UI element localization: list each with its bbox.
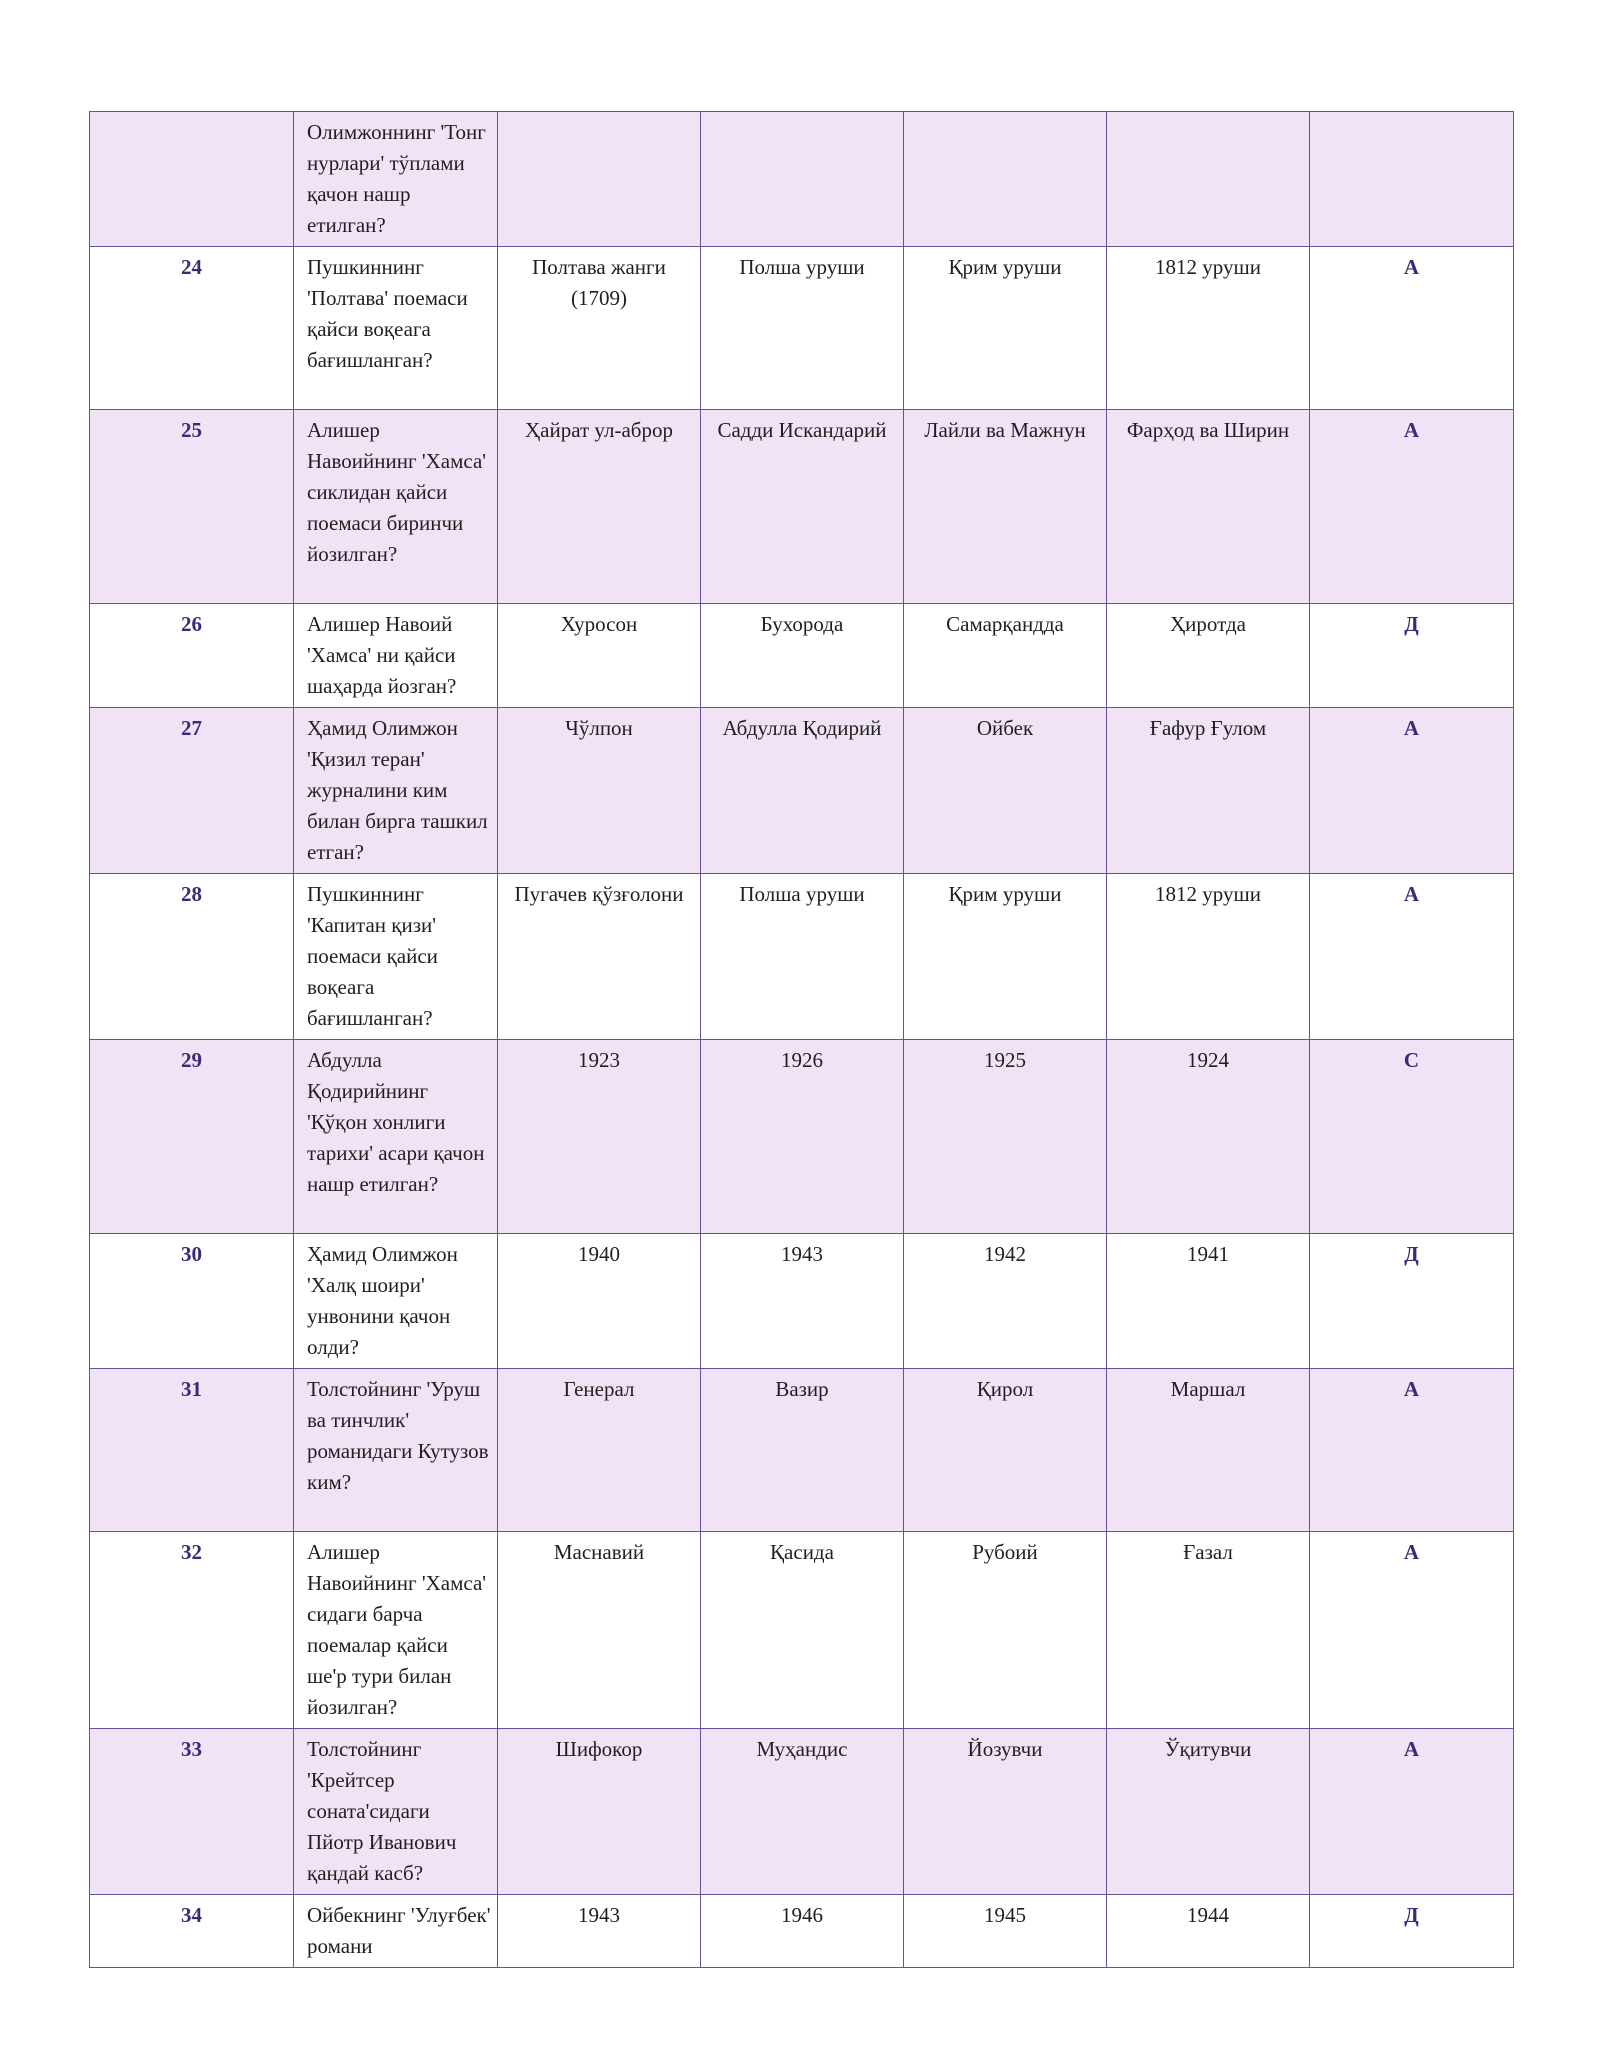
option-a bbox=[498, 112, 701, 247]
table-row bbox=[90, 874, 1514, 1040]
option-c: Самарқандда bbox=[904, 604, 1107, 708]
option-d: 1812 уруши bbox=[1107, 874, 1310, 1040]
option-d: 1812 уруши bbox=[1107, 247, 1310, 410]
table-row bbox=[90, 1729, 1514, 1895]
option-b: Абдулла Қодирий bbox=[701, 708, 904, 874]
option-a: Полтава жанги (1709) bbox=[498, 247, 701, 410]
question-number: 29 bbox=[90, 1040, 294, 1234]
option-b: 1926 bbox=[701, 1040, 904, 1234]
table-row bbox=[90, 247, 1514, 410]
correct-answer: А bbox=[1310, 1532, 1514, 1729]
option-a: Шифокор bbox=[498, 1729, 701, 1895]
correct-answer: А bbox=[1310, 1369, 1514, 1532]
question-text: Пушкиннинг 'Капитан қизи' поемаси қайси воқеага бағишланган? bbox=[294, 874, 498, 1040]
question-number: 26 bbox=[90, 604, 294, 708]
option-c: Қирол bbox=[904, 1369, 1107, 1532]
correct-answer bbox=[1310, 112, 1514, 247]
question-text: Толстойнинг 'Крейтсер соната'сидаги Пйотр Иванович қандай касб? bbox=[294, 1729, 498, 1895]
table-row bbox=[90, 708, 1514, 874]
table-row bbox=[90, 604, 1514, 708]
table-row bbox=[90, 1895, 1514, 1968]
question-text: Ҳамид Олимжон 'Қизил теран' журналини ким билан бирга ташкил етган? bbox=[294, 708, 498, 874]
question-text: Толстойнинг 'Уруш ва тинчлик' романидаги Кутузов ким? bbox=[294, 1369, 498, 1532]
option-b: Муҳандис bbox=[701, 1729, 904, 1895]
option-b: 1943 bbox=[701, 1234, 904, 1369]
question-text: Пушкиннинг 'Полтава' поемаси қайси воқеага бағишланган? bbox=[294, 247, 498, 410]
question-number: 32 bbox=[90, 1532, 294, 1729]
option-a: Маснавий bbox=[498, 1532, 701, 1729]
option-d: Ўқитувчи bbox=[1107, 1729, 1310, 1895]
option-d: Ҳиротда bbox=[1107, 604, 1310, 708]
option-a: 1940 bbox=[498, 1234, 701, 1369]
question-number: 34 bbox=[90, 1895, 294, 1968]
option-c bbox=[904, 112, 1107, 247]
document-page bbox=[89, 111, 1512, 1968]
question-number: 24 bbox=[90, 247, 294, 410]
option-b: 1946 bbox=[701, 1895, 904, 1968]
option-d: 1924 bbox=[1107, 1040, 1310, 1234]
correct-answer: А bbox=[1310, 410, 1514, 604]
option-c: 1925 bbox=[904, 1040, 1107, 1234]
option-c: Қрим уруши bbox=[904, 874, 1107, 1040]
option-d: Маршал bbox=[1107, 1369, 1310, 1532]
question-text: Ойбекнинг 'Улуғбек' романи bbox=[294, 1895, 498, 1968]
table-row bbox=[90, 112, 1514, 247]
option-a: Хуросон bbox=[498, 604, 701, 708]
table-row bbox=[90, 1234, 1514, 1369]
correct-answer: А bbox=[1310, 874, 1514, 1040]
question-number bbox=[90, 112, 294, 247]
question-text: Алишер Навоийнинг 'Хамса' сидаги барча поемалар қайси ше'р тури билан йозилган? bbox=[294, 1532, 498, 1729]
question-number: 25 bbox=[90, 410, 294, 604]
question-number: 30 bbox=[90, 1234, 294, 1369]
option-d: Фарҳод ва Ширин bbox=[1107, 410, 1310, 604]
table-row bbox=[90, 1532, 1514, 1729]
question-text: Алишер Навоийнинг 'Хамса' сиклидан қайси поемаси биринчи йозилган? bbox=[294, 410, 498, 604]
option-a: Генерал bbox=[498, 1369, 701, 1532]
option-b: Вазир bbox=[701, 1369, 904, 1532]
question-text: Олимжоннинг 'Тонг нурлари' тўплами қачон нашр етилган? bbox=[294, 112, 498, 247]
question-text: Ҳамид Олимжон 'Халқ шоири' унвонини қачон олди? bbox=[294, 1234, 498, 1369]
option-d: 1941 bbox=[1107, 1234, 1310, 1369]
correct-answer: Д bbox=[1310, 604, 1514, 708]
option-d: Ғафур Ғулом bbox=[1107, 708, 1310, 874]
option-b: Полша уруши bbox=[701, 874, 904, 1040]
option-c: Рубоий bbox=[904, 1532, 1107, 1729]
correct-answer: А bbox=[1310, 708, 1514, 874]
option-d: Ғазал bbox=[1107, 1532, 1310, 1729]
option-a: Пугачев қўзғолони bbox=[498, 874, 701, 1040]
question-number: 28 bbox=[90, 874, 294, 1040]
option-b: Садди Искандарий bbox=[701, 410, 904, 604]
question-text: Алишер Навоий 'Хамса' ни қайси шаҳарда йозган? bbox=[294, 604, 498, 708]
option-a: 1943 bbox=[498, 1895, 701, 1968]
option-b: Қасида bbox=[701, 1532, 904, 1729]
option-a: Ҳайрат ул-аброр bbox=[498, 410, 701, 604]
quiz-table bbox=[89, 111, 1514, 1968]
correct-answer: Д bbox=[1310, 1234, 1514, 1369]
option-b bbox=[701, 112, 904, 247]
option-c: 1945 bbox=[904, 1895, 1107, 1968]
option-c: Қрим уруши bbox=[904, 247, 1107, 410]
option-c: 1942 bbox=[904, 1234, 1107, 1369]
question-number: 27 bbox=[90, 708, 294, 874]
option-c: Ойбек bbox=[904, 708, 1107, 874]
option-d bbox=[1107, 112, 1310, 247]
table-row bbox=[90, 410, 1514, 604]
option-a: 1923 bbox=[498, 1040, 701, 1234]
correct-answer: С bbox=[1310, 1040, 1514, 1234]
option-c: Йозувчи bbox=[904, 1729, 1107, 1895]
option-c: Лайли ва Мажнун bbox=[904, 410, 1107, 604]
option-b: Полша уруши bbox=[701, 247, 904, 410]
table-row bbox=[90, 1369, 1514, 1532]
option-b: Бухорода bbox=[701, 604, 904, 708]
question-number: 33 bbox=[90, 1729, 294, 1895]
option-a: Чўлпон bbox=[498, 708, 701, 874]
question-text: Абдулла Қодирийнинг 'Қўқон хонлиги тарихи' асари қачон нашр етилган? bbox=[294, 1040, 498, 1234]
table-row bbox=[90, 1040, 1514, 1234]
question-number: 31 bbox=[90, 1369, 294, 1532]
correct-answer: А bbox=[1310, 1729, 1514, 1895]
correct-answer: А bbox=[1310, 247, 1514, 410]
option-d: 1944 bbox=[1107, 1895, 1310, 1968]
correct-answer: Д bbox=[1310, 1895, 1514, 1968]
